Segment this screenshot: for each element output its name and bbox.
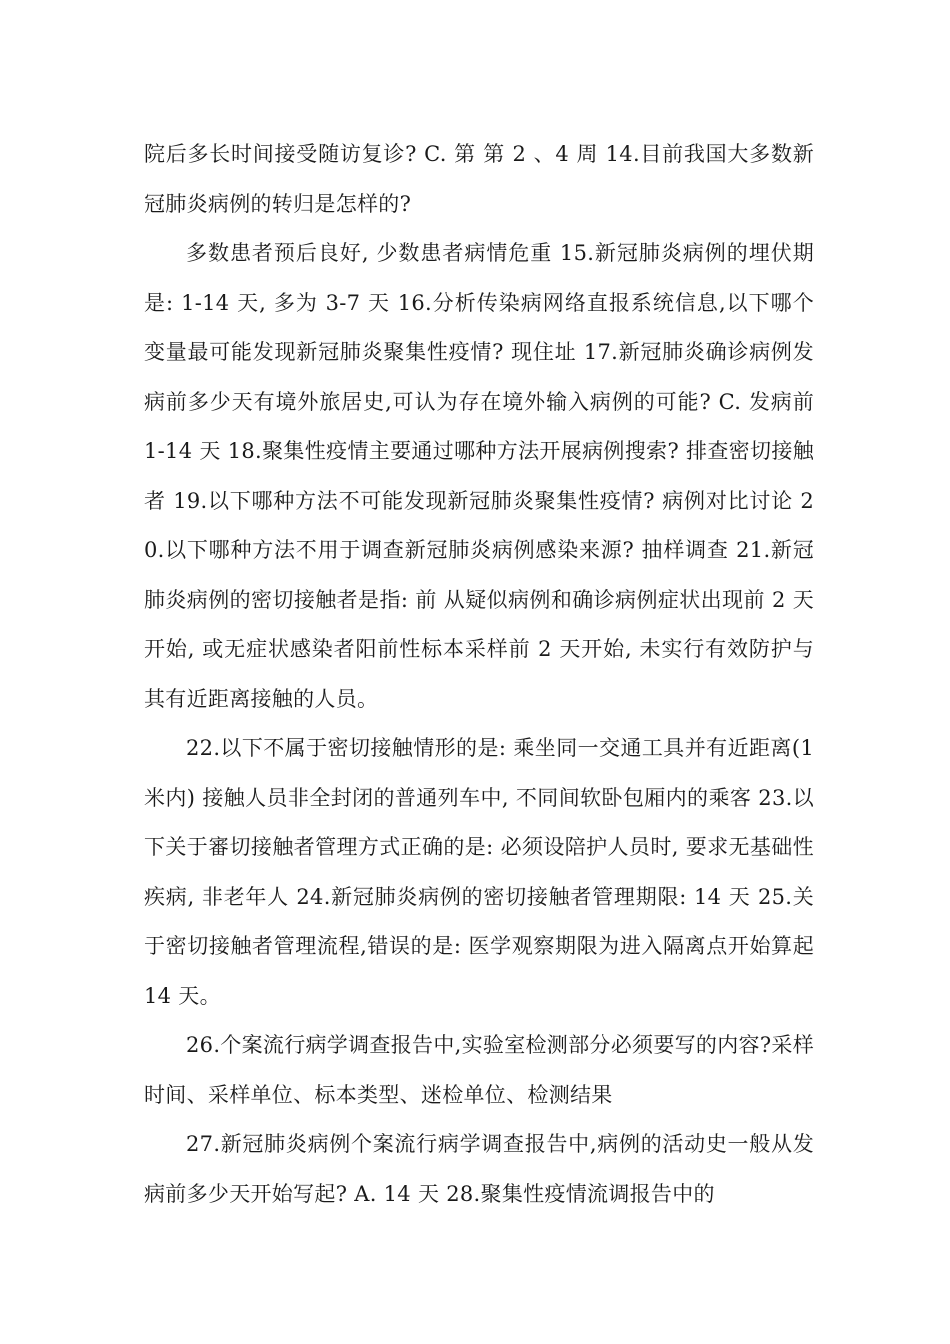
paragraph-3: 22.以下不属于密切接触情形的是: 乘坐同一交通工具并有近距离(1 米内) 接触人员非全封闭的普通列车中, 不同间软卧包厢内的乘客 23.以下关于審切接触者管理方式正确的是: 必须设陪护人员时, 要求无基础性疾病, 非老年人 24.新冠肺炎病例的密切接触者管理期限: 14 天 25.关于密切接触者管理流程,错误的是: 医学观察期限为进入隔离点开始算起 14 天。 <box>144 736 814 1008</box>
paragraph-4: 26.个案流行病学调查报告中,实验室检测部分必须要写的内容?采样时间、采样单位、标本类型、迷检单位、检测结果 <box>144 1033 814 1107</box>
paragraph-2: 多数患者预后良好, 少数患者病情危重 15.新冠肺炎病例的埋伏期是: 1-14 天, 多为 3-7 天 16.分析传染病网络直报系统信息,以下哪个变量最可能发现新冠肺炎聚集性疫情? 现住址 17.新冠肺炎确诊病例发病前多少天有境外旅居史,可认为存在境外输入病例的可能? C. 发病前 1-14 天 18.聚集性疫情主要通过哪种方法开展病例搜索? 排查密切接触者 19.以下哪种方法不可能发现新冠肺炎聚集性疫情? 病例对比讨论 20.以下哪种方法不用于调查新冠肺炎病例感染来源? 抽样调查 21.新冠肺炎病例的密切接触者是指: 前 从疑似病例和确诊病例症状出现前 2 天开始, 或无症状感染者阳前性标本采样前 2 天开始, 未实行有效防护与其有近距离接触的人员。 <box>144 241 814 711</box>
document-body <box>144 130 814 1219</box>
paragraph-5: 27.新冠肺炎病例个案流行病学调查报告中,病例的活动史一般从发病前多少天开始写起? A. 14 天 28.聚集性疫情流调报告中的 <box>144 1132 814 1206</box>
paragraph-1: 院后多长时间接受随访复诊? C. 第 第 2 、4 周 14.目前我国大多数新冠肺炎病例的转归是怎样的? <box>144 142 814 216</box>
